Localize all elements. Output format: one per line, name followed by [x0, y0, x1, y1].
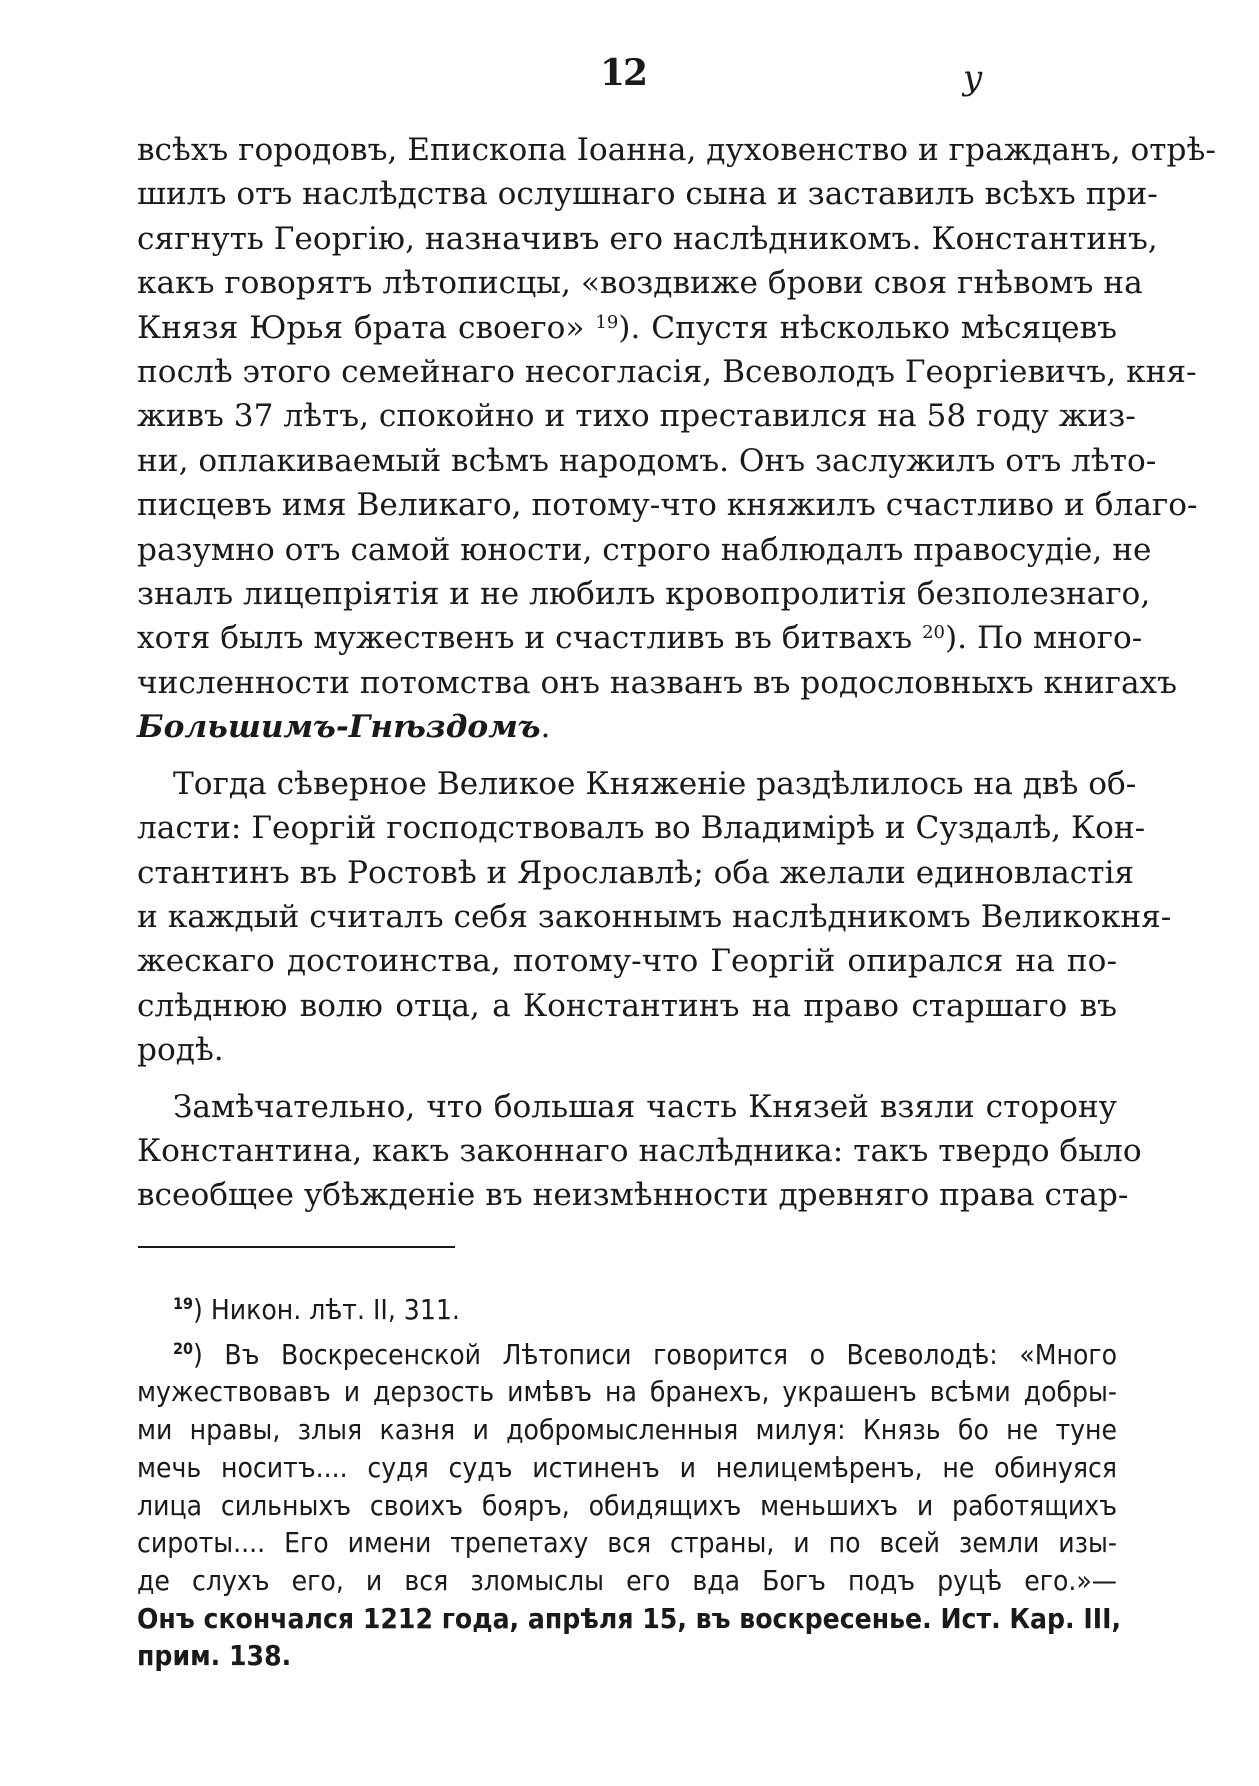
footnote-text: ) Никон. лѣт. II, 311.	[193, 1293, 460, 1326]
footnote-ref-19[interactable]: 19	[595, 311, 619, 333]
text-line: слѣднюю волю отца, а Константинъ на право старшаго въ	[137, 987, 1117, 1024]
text-line: всеобщее убѣжденіе въ неизмѣнности древняго права стар-	[137, 1177, 1129, 1214]
paragraph-3	[137, 1085, 1142, 1218]
text-line: Константина, какъ законнаго наслѣдника: такъ твердо было	[137, 1132, 1142, 1169]
text-line	[137, 306, 1117, 350]
text-line: какъ говорятъ лѣтописцы, «воздвиже брови своя гнѣвомъ на	[137, 265, 1143, 302]
page-number: 12	[600, 52, 647, 94]
footnote-line: лица сильныхъ своихъ бояръ, обидящихъ меньшихъ и работящихъ	[137, 1488, 1117, 1522]
text-line	[137, 616, 1143, 660]
text-line: жескаго достоинства, потому-что Георгій опирался на по-	[137, 943, 1117, 980]
footnote-line: Онъ скончался 1212 года, апрѣля 15, въ воскресенье. Ист. Кар. III,	[137, 1601, 1122, 1635]
text-line: сягнуть Георгію, назначивъ его наслѣдникомъ. Константинъ,	[137, 220, 1158, 257]
footnote-mark-19: 19	[173, 1294, 194, 1313]
footnote-ref-20[interactable]: 20	[922, 622, 945, 644]
paragraph-1	[137, 128, 1216, 750]
text-line: численности потомства онъ названъ въ родословныхъ книгахъ	[137, 664, 1177, 701]
text-line: родѣ.	[137, 1032, 224, 1069]
footnote-line: сироты.... Его имени трепетаху вся страны, и по всей земли изы-	[137, 1526, 1117, 1560]
text-line: живъ 37 лѣтъ, спокойно и тихо преставился на 58 году жиз-	[137, 398, 1136, 435]
text-line: разумно отъ самой юности, строго наблюдалъ правосудіе, не	[137, 531, 1152, 568]
text-line: и каждый считалъ себя законнымъ наслѣдникомъ Великокня-	[137, 898, 1172, 935]
footnote-line: прим. 138.	[137, 1639, 292, 1673]
footnote-line: ми нравы, злыя казня и добромысленныя милуя: Князь бо не туне	[137, 1413, 1117, 1447]
footnote-mark-20: 20	[173, 1338, 194, 1358]
text-line: Замѣчательно, что большая часть Князей взяли сторону	[173, 1088, 1117, 1125]
text-line: шилъ отъ наслѣдства ослушнаго сына и заставилъ всѣхъ при-	[137, 176, 1158, 213]
paragraph-2	[137, 762, 1172, 1073]
main-text	[137, 128, 1216, 1218]
footnote-line	[137, 1336, 1117, 1374]
italic-title: Большимъ-Гнѣздомъ	[137, 709, 541, 746]
text-line: стантинъ въ Ростовѣ и Ярославлѣ; оба желали единовластія	[137, 854, 1135, 891]
text-line: зналъ лицепріятія и не любилъ кровопролитія безполезнаго,	[137, 576, 1151, 613]
footnote-divider	[138, 1246, 455, 1248]
text-line: писцевъ имя Великаго, потому-что княжилъ счастливо и благо-	[137, 487, 1198, 524]
text-line: послѣ этого семейнаго несогласія, Всеволодъ Георгіевичъ, кня-	[137, 354, 1197, 391]
text-span: ). Спустя нѣсколько мѣсяцевъ	[618, 309, 1117, 346]
footnote-19	[137, 1291, 1117, 1329]
text-line: Тогда сѣверное Великое Княженіе раздѣлилось на двѣ об-	[173, 765, 1137, 802]
text-line	[137, 705, 1117, 749]
footnote-line: де слухъ его, и вся зломыслы его вда Богъ подъ руцѣ его.»—	[137, 1563, 1117, 1597]
footnote-text: ) Въ Воскресенской Лѣтописи говорится о Всеволодѣ: «Много	[193, 1337, 1117, 1371]
text-line: ласти: Георгій господствовалъ во Владимірѣ и Суздалѣ, Кон-	[137, 810, 1146, 847]
text-span: .	[540, 709, 551, 746]
text-span: Князя Юрья брата своего»	[137, 309, 585, 346]
footnote-20	[137, 1336, 1122, 1675]
text-line: всѣхъ городовъ, Епископа Іоанна, духовенство и гражданъ, отрѣ-	[137, 132, 1216, 168]
footnote-line: мужествовавъ и дерзость имѣвъ на бранехъ, украшенъ всѣми добры-	[137, 1375, 1117, 1409]
footnotes	[137, 1291, 1122, 1675]
text-span: ). По много-	[944, 620, 1143, 657]
corner-mark: у	[963, 58, 983, 98]
footnote-line: мечь носитъ.... судя судъ истиненъ и нелицемѣренъ, не обинуяся	[137, 1450, 1117, 1484]
text-span: хотя былъ мужественъ и счастливъ въ битвахъ	[137, 620, 913, 657]
text-line: ни, оплакиваемый всѣмъ народомъ. Онъ заслужилъ отъ лѣто-	[137, 442, 1157, 479]
